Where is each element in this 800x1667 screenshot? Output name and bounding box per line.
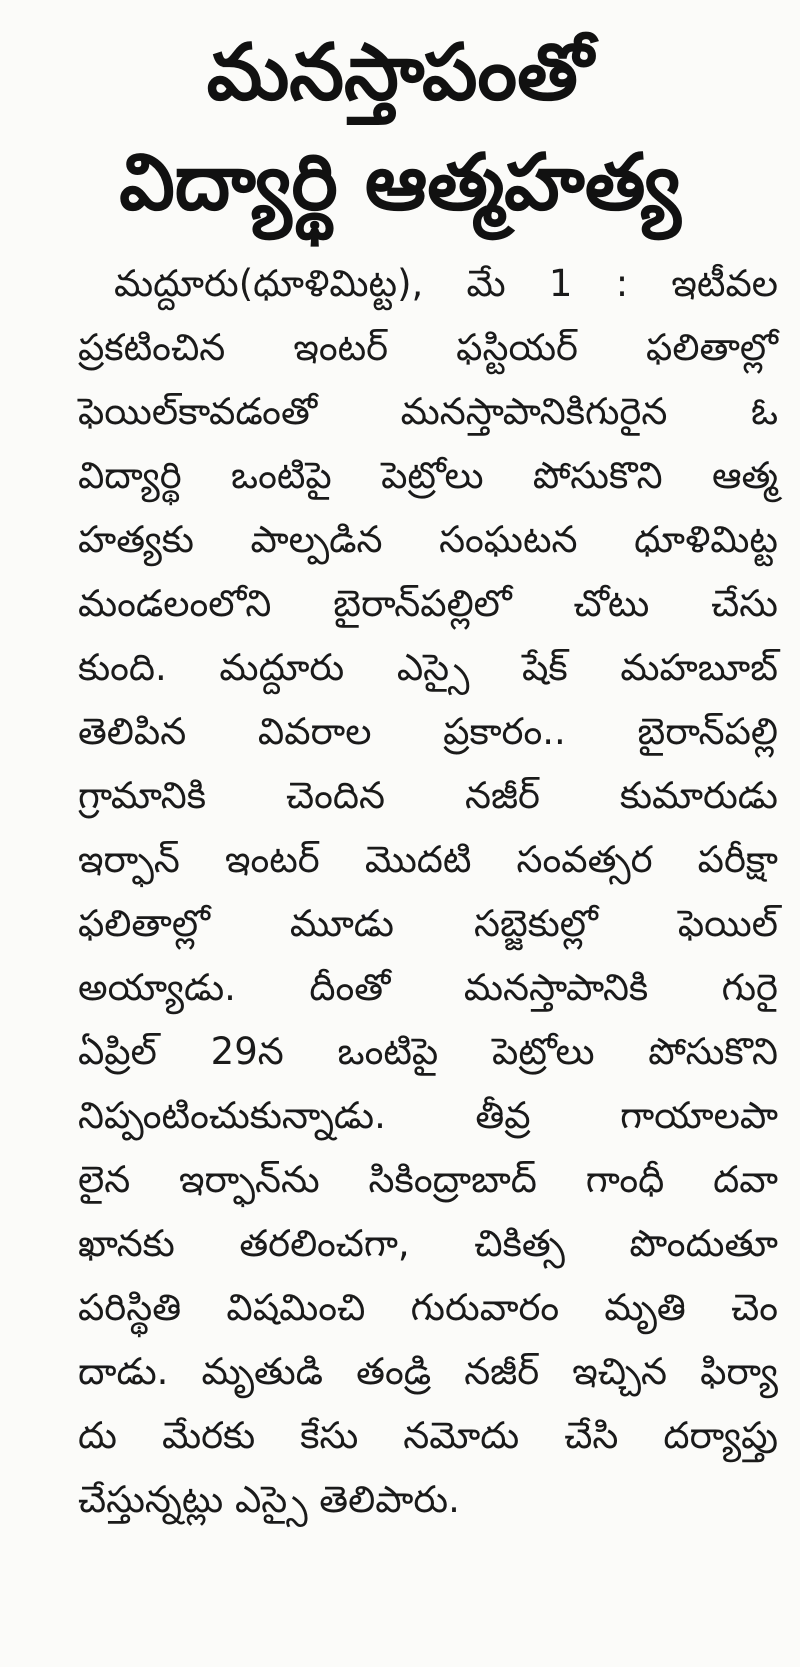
article-line-4: విద్యార్థి ఒంటిపై పెట్రోలు పోసుకొని ఆత్మ — [78, 454, 778, 497]
article-line-5: హత్యకు పాల్పడిన సంఘటన ధూళిమిట్ట — [78, 518, 778, 561]
article-line-13: ఏప్రిల్ 29న ఒంటిపై పెట్రోలు పోసుకొని — [78, 1030, 778, 1073]
article-line-18: దాడు. మృతుడి తండ్రి నజీర్ ఇచ్చిన ఫిర్యా — [78, 1350, 778, 1393]
article-line-14: నిప్పంటించుకున్నాడు. తీవ్ర గాయాలపా — [78, 1094, 778, 1137]
article-line-20: చేస్తున్నట్లు ఎస్సై తెలిపారు. — [78, 1478, 460, 1521]
article-line-17: పరిస్థితి విషమించి గురువారం మృతి చెం — [78, 1286, 778, 1329]
headline — [0, 18, 800, 238]
article-body — [78, 252, 778, 1532]
article-line-11: ఫలితాల్లో మూడు సబ్జెకుల్లో ఫెయిల్ — [78, 902, 778, 945]
article-line-8: తెలిపిన వివరాల ప్రకారం.. బైరాన్‌పల్లి — [78, 710, 778, 753]
article-line-7: కుంది. మద్దూరు ఎస్సై షేక్ మహబూబ్ — [78, 646, 778, 689]
article-line-3: ఫెయిల్‌కావడంతో మనస్తాపానికిగురైన ఓ — [78, 390, 778, 433]
article-line-9: గ్రామానికి చెందిన నజీర్ కుమారుడు — [78, 774, 778, 817]
headline-line-2: విద్యార్థి ఆత్మహత్య — [119, 138, 681, 228]
article-line-10: ఇర్ఫాన్ ఇంటర్ మొదటి సంవత్సర పరీక్షా — [78, 838, 778, 881]
article-line-2: ప్రకటించిన ఇంటర్ ఫస్టియర్ ఫలితాల్లో — [78, 326, 778, 369]
article-line-19: దు మేరకు కేసు నమోదు చేసి దర్యాప్తు — [78, 1414, 778, 1457]
article-line-6: మండలంలోని బైరాన్‌పల్లిలో చోటు చేసు — [78, 582, 778, 625]
headline-line-1: మనస్తాపంతో — [206, 28, 594, 118]
article-line-1: మద్దూరు(ధూళిమిట్ట), మే 1 : ఇటీవల — [114, 262, 778, 305]
article-line-12: అయ్యాడు. దీంతో మనస్తాపానికి గురై — [78, 966, 778, 1009]
article-line-16: ఖానకు తరలించగా, చికిత్స పొందుతూ — [78, 1222, 778, 1265]
article-line-15: లైన ఇర్ఫాన్‌ను సికింద్రాబాద్ గాంధీ దవా — [78, 1158, 778, 1201]
